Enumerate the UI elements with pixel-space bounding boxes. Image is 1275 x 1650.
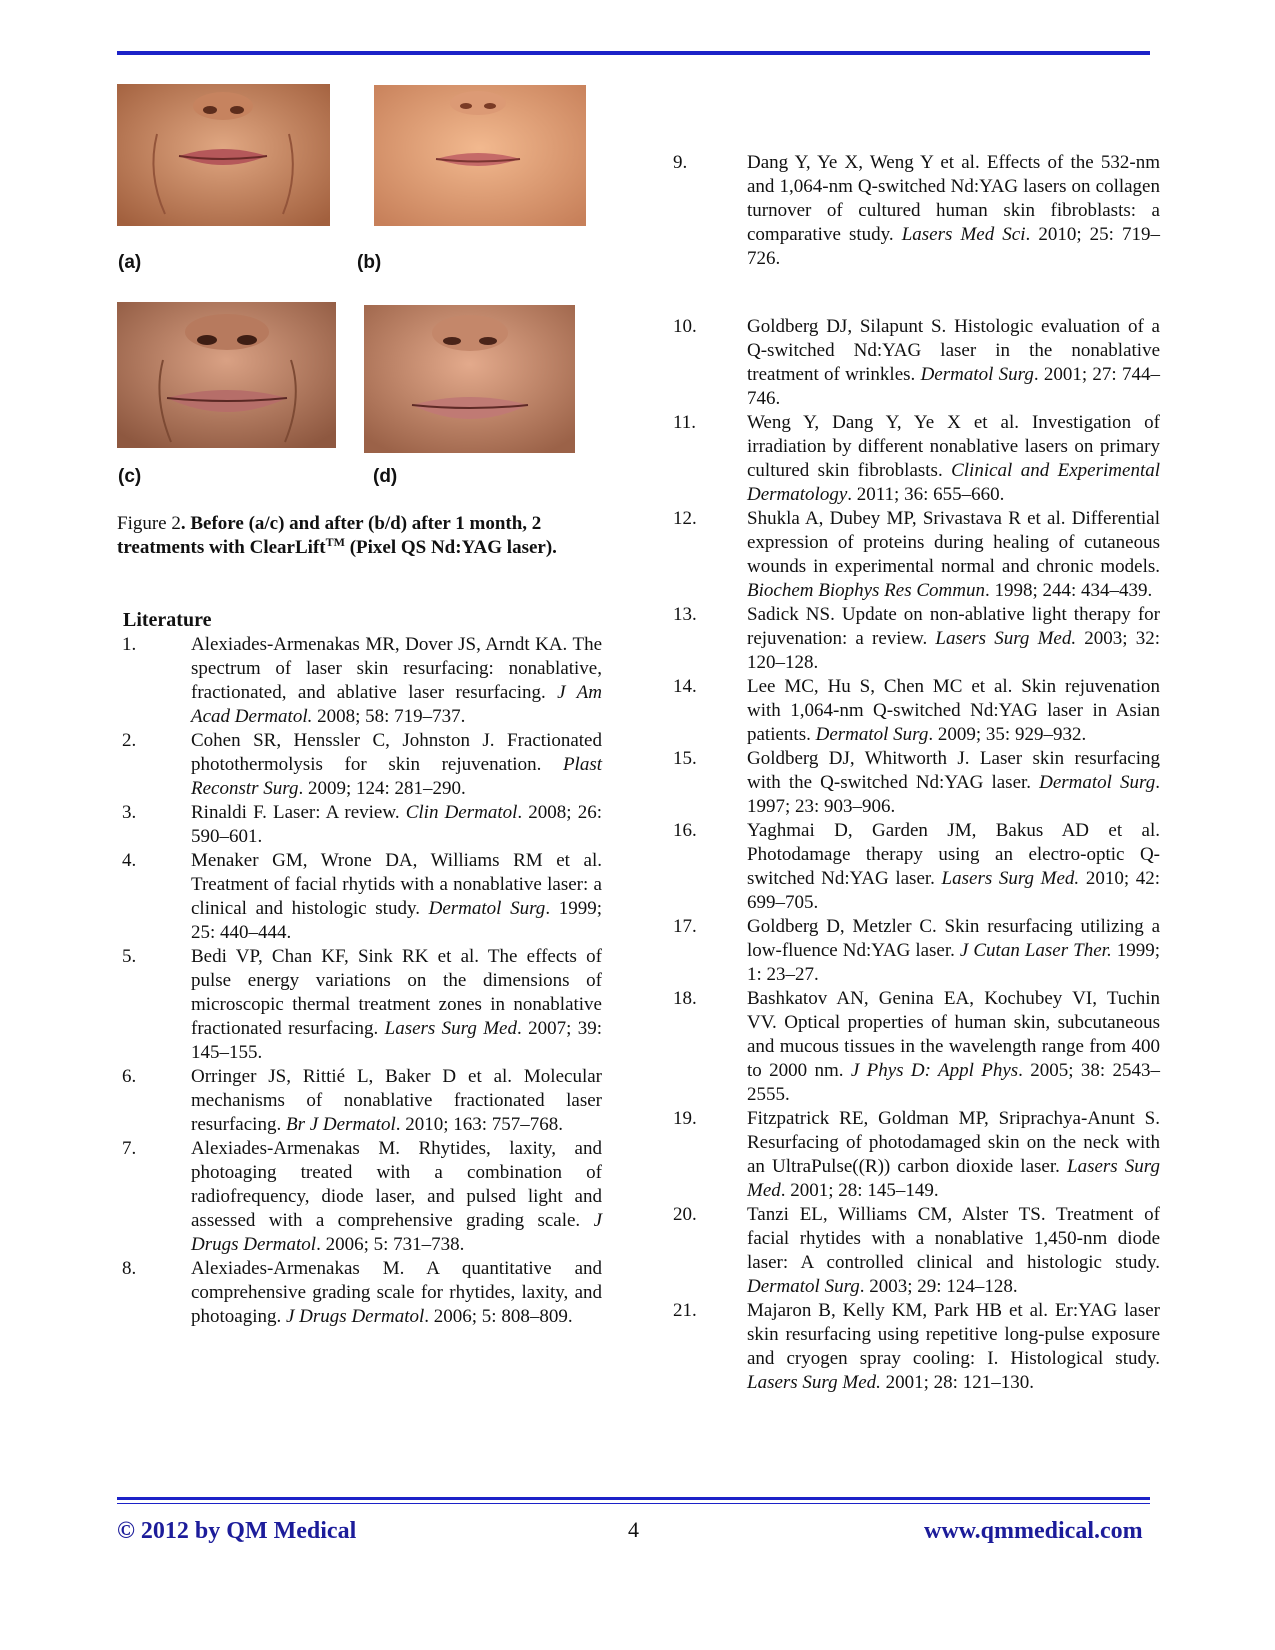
- reference-journal: Lasers Surg Med.: [747, 1372, 881, 1393]
- photo-after-d: [364, 305, 575, 453]
- reference-number: 3.: [122, 802, 137, 823]
- reference-item: [673, 1203, 1160, 1299]
- reference-citation: . 2008; 26: 590–601.: [191, 802, 602, 847]
- reference-text: Lee MC, Hu S, Chen MC et al. Skin rejuvenation with 1,064-nm Q-switched Nd:YAG laser in Asian patients.: [747, 676, 1160, 745]
- photo-before-c: [117, 302, 336, 448]
- reference-text: Dang Y, Ye X, Weng Y et al. Effects of the 532-nm and 1,064-nm Q-switched Nd:YAG lasers on collagen turnover of cultured human skin fibroblasts: a comparative study.: [747, 152, 1160, 245]
- reference-number: 15.: [673, 748, 697, 769]
- reference-number: 16.: [673, 820, 697, 841]
- reference-number: 9.: [673, 152, 688, 173]
- reference-journal: J Phys D: Appl Phys: [850, 1060, 1019, 1081]
- header-rule: [117, 51, 1150, 55]
- caption-superscript: TM: [325, 535, 345, 549]
- reference-citation: 2008; 58: 719–737.: [312, 706, 466, 727]
- reference-citation: . 2003; 29: 124–128.: [859, 1276, 1018, 1297]
- reference-number: 4.: [122, 850, 137, 871]
- reference-journal: Lasers Med Sci: [901, 224, 1026, 245]
- reference-number: 11.: [673, 412, 697, 433]
- reference-journal: Lasers Surg Med.: [935, 628, 1077, 649]
- reference-text: Cohen SR, Henssler C, Johnston J. Fractionated photothermolysis for skin rejuvenation.: [191, 730, 602, 775]
- reference-journal: Dermatol Surg: [815, 724, 929, 745]
- footer-rule-thin: [117, 1503, 1150, 1504]
- reference-item: [673, 675, 1160, 747]
- figure-label-a: (a): [118, 252, 142, 273]
- reference-text: Weng Y, Dang Y, Ye X et al. Investigation of irradiation by different nonablative lasers on primary cultured skin fibroblasts.: [747, 412, 1160, 481]
- reference-number: 12.: [673, 508, 697, 529]
- reference-number: 8.: [122, 1258, 137, 1279]
- reference-citation: . 2001; 28: 145–149.: [780, 1180, 939, 1201]
- reference-text: Tanzi EL, Williams CM, Alster TS. Treatment of facial rhytides with a nonablative 1,450-nm diode laser: A controlled clinical and histologic study.: [747, 1204, 1160, 1273]
- reference-item: [673, 507, 1160, 603]
- reference-journal: Clin Dermatol: [405, 802, 518, 823]
- caption-bold-text-end: (Pixel QS Nd:YAG laser).: [344, 537, 557, 558]
- reference-citation: 2010; 42: 699–705.: [747, 868, 1160, 913]
- caption-prefix: Figure 2: [117, 513, 181, 534]
- reference-citation: 1999; 1: 23–27.: [747, 940, 1161, 985]
- reference-item: [117, 1137, 602, 1257]
- reference-number: 1.: [122, 634, 137, 655]
- reference-journal: J Drugs Dermatol: [286, 1306, 425, 1327]
- reference-number: 14.: [673, 676, 697, 697]
- reference-item: [117, 633, 602, 729]
- reference-citation: . 2001; 27: 744–746.: [747, 364, 1160, 409]
- reference-item: [673, 1299, 1160, 1395]
- reference-item: [673, 915, 1160, 987]
- reference-number: 10.: [673, 316, 697, 337]
- reference-item: [117, 849, 602, 945]
- reference-citation: . 2009; 35: 929–932.: [928, 724, 1087, 745]
- reference-item: [673, 987, 1160, 1107]
- reference-journal: Lasers Surg Med: [747, 1156, 1160, 1201]
- reference-citation: . 2006; 5: 731–738.: [316, 1234, 465, 1255]
- reference-citation: . 2011; 36: 655–660.: [847, 484, 1005, 505]
- reference-text: Alexiades-Armenakas MR, Dover JS, Arndt KA. The spectrum of laser skin resurfacing: nonablative, fractionated, and ablative laser resurfacing.: [191, 634, 602, 703]
- reference-number: 6.: [122, 1066, 137, 1087]
- page-number: 4: [628, 1517, 639, 1542]
- reference-citation: . 2010; 163: 757–768.: [395, 1114, 564, 1135]
- reference-journal: Dermatol Surg: [1039, 772, 1156, 793]
- reference-journal: Clinical and Experimental Dermatology: [747, 460, 1160, 505]
- reference-text: Goldberg DJ, Silapunt S. Histologic evaluation of a Q-switched Nd:YAG laser in the nonablative treatment of wrinkles.: [747, 316, 1160, 385]
- reference-number: 17.: [673, 916, 697, 937]
- caption-bold-text: . Before (a/c) and after (b/d) after 1 month, 2 treatments with ClearLift: [117, 513, 542, 558]
- reference-journal: Dermatol Surg: [920, 364, 1034, 385]
- reference-text: Bedi VP, Chan KF, Sink RK et al. The effects of pulse energy variations on the dimensions of microscopic thermal treatment zones in nonablative fractionated resurfacing.: [191, 946, 602, 1039]
- photo-before-a: [117, 84, 330, 226]
- footer-copyright: © 2012 by QM Medical: [117, 1518, 357, 1544]
- reference-text: Yaghmai D, Garden JM, Bakus AD et al. Photodamage therapy using an electro-optic Q-switched Nd:YAG laser.: [747, 820, 1160, 889]
- reference-citation: . 1997; 23: 903–906.: [747, 772, 1160, 817]
- reference-citation: . 2005; 38: 2543–2555.: [747, 1060, 1161, 1105]
- photo-after-b: [374, 85, 586, 226]
- reference-journal: J Am Acad Dermatol.: [191, 682, 602, 727]
- reference-journal: Plast Reconstr Surg: [191, 754, 602, 799]
- reference-number: 2.: [122, 730, 137, 751]
- reference-number: 18.: [673, 988, 697, 1009]
- reference-item: [673, 819, 1160, 915]
- reference-item: [117, 729, 602, 801]
- reference-text: Alexiades-Armenakas M. Rhytides, laxity, and photoaging treated with a combination of radiofrequency, diode laser, and pulsed light and assessed with a comprehensive grading scale.: [191, 1138, 602, 1231]
- reference-text: Menaker GM, Wrone DA, Williams RM et al. Treatment of facial rhytids with a nonablative laser: a clinical and histologic study.: [191, 850, 602, 919]
- reference-journal: Lasers Surg Med.: [941, 868, 1080, 889]
- reference-text: Shukla A, Dubey MP, Srivastava R et al. Differential expression of proteins during healing of cutaneous wounds in experimental normal and chronic models.: [747, 508, 1160, 577]
- reference-citation: . 2009; 124: 281–290.: [298, 778, 466, 799]
- reference-citation: . 1999; 25: 440–444.: [191, 898, 603, 943]
- figure-label-b: (b): [357, 252, 382, 273]
- reference-journal: Lasers Surg Med: [384, 1018, 517, 1039]
- reference-number: 19.: [673, 1108, 697, 1129]
- reference-number: 13.: [673, 604, 697, 625]
- reference-item: [117, 1065, 602, 1137]
- reference-number: 5.: [122, 946, 137, 967]
- reference-citation: 2003; 32: 120–128.: [747, 628, 1160, 673]
- reference-number: 20.: [673, 1204, 697, 1225]
- reference-text: Rinaldi F. Laser: A review.: [191, 802, 406, 823]
- reference-item: [673, 603, 1160, 675]
- reference-citation: . 1998; 244: 434–439.: [984, 580, 1153, 601]
- reference-text: Sadick NS. Update on non-ablative light therapy for rejuvenation: a review.: [747, 604, 1160, 649]
- figure-label-c: (c): [118, 466, 142, 487]
- reference-text: Goldberg D, Metzler C. Skin resurfacing utilizing a low-fluence Nd:YAG laser.: [747, 916, 1160, 961]
- reference-item: [673, 151, 1160, 271]
- reference-citation: . 2006; 5: 808–809.: [424, 1306, 573, 1327]
- reference-citation: . 2007; 39: 145–155.: [191, 1018, 602, 1063]
- footer-rule: [117, 1497, 1150, 1500]
- reference-list-left: [117, 633, 602, 1329]
- reference-number: 21.: [673, 1300, 697, 1321]
- reference-journal: Dermatol Surg: [747, 1276, 860, 1297]
- reference-journal: Br J Dermatol: [285, 1114, 396, 1135]
- reference-item: [673, 747, 1160, 819]
- reference-journal: Dermatol Surg: [428, 898, 546, 919]
- reference-journal: J Drugs Dermatol: [191, 1210, 602, 1255]
- reference-item: [673, 315, 1160, 411]
- reference-citation: 2001; 28: 121–130.: [880, 1372, 1034, 1393]
- footer-website-link[interactable]: www.qmmedical.com: [924, 1518, 1143, 1544]
- figure-label-d: (d): [373, 466, 398, 487]
- reference-text: Majaron B, Kelly KM, Park HB et al. Er:YAG laser skin resurfacing using repetitive long-pulse exposure and cryogen spray cooling: I. Histological study.: [747, 1300, 1160, 1369]
- reference-text: Alexiades-Armenakas M. A quantitative and comprehensive grading scale for rhytides, laxity, and photoaging.: [191, 1258, 602, 1327]
- reference-item: [673, 411, 1160, 507]
- reference-text: Bashkatov AN, Genina EA, Kochubey VI, Tuchin VV. Optical properties of human skin, subcutaneous and mucous tissues in the wavelength range from 400 to 2000 nm.: [747, 988, 1160, 1081]
- reference-text: Fitzpatrick RE, Goldman MP, Sriprachya-Anunt S. Resurfacing of photodamaged skin on the neck with an UltraPulse((R)) carbon dioxide laser.: [747, 1108, 1160, 1177]
- literature-heading: Literature: [123, 609, 212, 631]
- reference-item: [117, 945, 602, 1065]
- reference-citation: . 2010; 25: 719–726.: [747, 224, 1160, 269]
- reference-number: 7.: [122, 1138, 137, 1159]
- reference-text: Goldberg DJ, Whitworth J. Laser skin resurfacing with the Q-switched Nd:YAG laser.: [747, 748, 1160, 793]
- reference-journal: J Cutan Laser Ther.: [959, 940, 1112, 961]
- reference-item: [117, 801, 602, 849]
- reference-list-right: [673, 151, 1160, 1395]
- reference-journal: Biochem Biophys Res Commun: [747, 580, 985, 601]
- figure-caption: [117, 512, 607, 560]
- reference-item: [673, 1107, 1160, 1203]
- reference-text: Orringer JS, Rittié L, Baker D et al. Molecular mechanisms of nonablative fractionated laser resurfacing.: [191, 1066, 602, 1135]
- reference-item: [117, 1257, 602, 1329]
